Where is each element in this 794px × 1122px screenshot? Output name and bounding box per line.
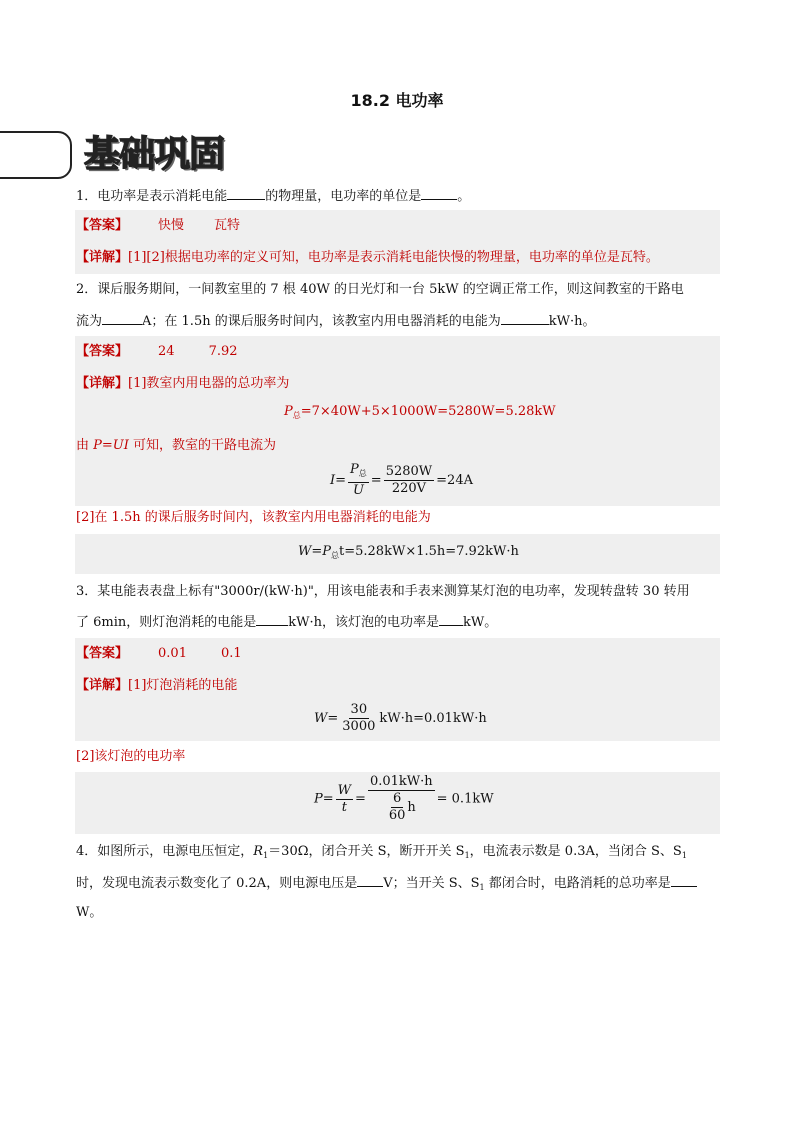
detail-2-2: [2]在 1.5h 的课后服务时间内，该教室内用电器消耗的电能为	[76, 510, 431, 525]
question-4-line-1: 4．如图所示，电源电压恒定，$R_1=30\Omega$，闭合开关 S，断开开关 $S_1$，电流表示数是 0.3A，当闭合 S、$S_1$	[76, 844, 687, 860]
detail-3-1: 【详解】[1]灯泡消耗的电能	[76, 678, 238, 693]
question-4-line-3: W。	[76, 905, 103, 920]
question-2-line-1: 2．课后服务期间，一间教室里的 7 根 40W 的日光灯和一台 5kW 的空调正常工作，则这间教室的干路电	[76, 282, 684, 297]
detail-1: 【详解】[1][2]根据电功率的定义可知，电功率是表示消耗电能快慢的物理量，电功率的单位是瓦特。	[76, 250, 659, 265]
formula-total-power: $P_总=7\times 40W+5\times 1000W=5280W=5.28kW$	[284, 404, 556, 420]
blank	[227, 186, 265, 200]
formula-current: I= $\frac{P_总}{U}$ = $\frac{5280W}{220V}$ =24A	[330, 462, 473, 498]
formula-bulb-power: P= $\frac{W}{t}$ = 0.01kW·h $\frac{6}{60}$ h = 0.1kW	[314, 774, 494, 823]
detail-3-2: [2]该灯泡的电功率	[76, 749, 186, 764]
answer-3: 【答案】 0.01 0.1	[76, 646, 242, 661]
question-3-line-2: 了 6min，则灯泡消耗的电能是 kW·h，该灯泡的电功率是 kW。	[76, 612, 497, 633]
blank	[256, 612, 288, 626]
formula-bulb-energy: W= $\frac{30}{3000}$ kW·h=0.01kW·h	[314, 702, 487, 734]
blank	[439, 612, 463, 626]
question-4-line-2: 时，发现电流表示数变化了 0.2A，则电源电压是 V；当开关 S、$S_1$ 都闭合时，电路消耗的总功率是	[76, 873, 697, 898]
detail-2-pui: 由 P=UI 可知，教室的干路电流为	[76, 438, 277, 453]
question-1: 1．电功率是表示消耗电能 的物理量，电功率的单位是 。	[76, 186, 470, 207]
blank	[357, 873, 383, 887]
answer-2: 【答案】 24 7.92	[76, 344, 238, 359]
blank	[421, 186, 457, 200]
detail-2-1: 【详解】[1]教室内用电器的总功率为	[76, 376, 290, 391]
blank	[102, 311, 142, 325]
blank	[671, 873, 697, 887]
page-title: 18.2 电功率	[350, 91, 444, 110]
question-3-line-1: 3．某电能表表盘上标有"3000r/(kW·h)"，用该电能表和手表来测算某灯泡的电功率，发现转盘转 30 转用	[76, 584, 690, 599]
section-title: 基础巩固	[84, 134, 225, 175]
section-banner-box	[0, 131, 72, 179]
formula-energy: $W=P_总t=5.28kW\times 1.5h=7.92kW\cdot h$	[298, 544, 519, 560]
blank	[501, 311, 549, 325]
answer-1: 【答案】 快慢 瓦特	[76, 218, 241, 233]
question-2-line-2: 流为 A；在 1.5h 的课后服务时间内，该教室内用电器消耗的电能为 kW·h。	[76, 311, 595, 332]
